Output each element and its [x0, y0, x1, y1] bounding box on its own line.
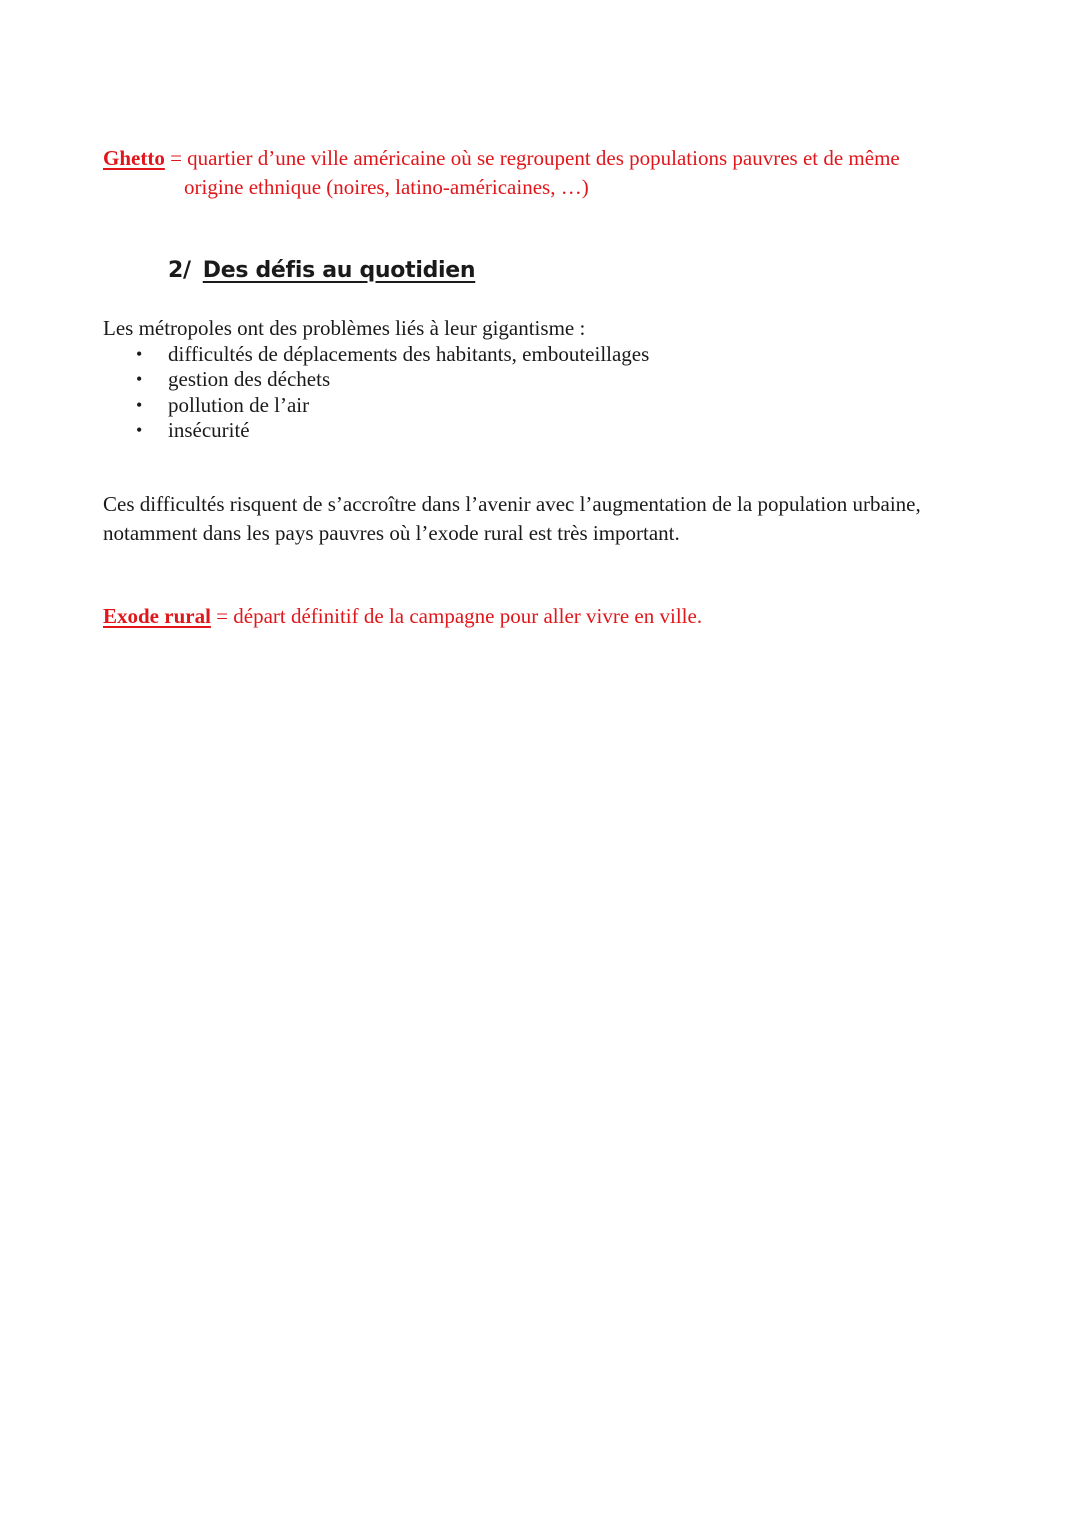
body-paragraph: Ces difficultés risquent de s’accroître dans l’avenir avec l’augmentation de la population urbaine, notamment dans les pays pauvres où l’exode rural est très important.: [103, 492, 921, 545]
bullet-icon: •: [136, 344, 143, 364]
bullet-icon: •: [136, 419, 143, 440]
definition-text-line2: origine ethnique (noires, latino-américaines, …): [184, 175, 589, 199]
section-title: Des défis au quotidien: [202, 258, 476, 283]
list-item: [103, 342, 649, 367]
definition-separator: =: [170, 146, 182, 170]
list-item: [103, 367, 649, 392]
definition-separator: =: [216, 604, 229, 628]
list-item-text: gestion des déchets: [168, 367, 331, 392]
list-item-text: difficultés de déplacements des habitants, embouteillages: [168, 342, 650, 366]
definition-term: Ghetto: [103, 146, 165, 170]
problems-list: [103, 342, 649, 443]
section-heading: [168, 258, 475, 283]
list-item-text: pollution de l’air: [168, 392, 310, 417]
list-item: [103, 418, 649, 443]
intro-text: Les métropoles ont des problèmes liés à leur gigantisme :: [103, 316, 586, 340]
list-item: [103, 393, 649, 418]
section-number: 2/: [168, 258, 191, 283]
definition-term: Exode rural: [103, 604, 211, 628]
definition-text-line1: quartier d’une ville américaine où se regroupent des populations pauvres et de même: [187, 146, 900, 170]
bullet-icon: •: [136, 369, 143, 390]
definition-exode-rural: [103, 602, 702, 631]
definition-text: départ définitif de la campagne pour aller vivre en ville.: [233, 604, 703, 628]
list-item-text: insécurité: [168, 417, 250, 442]
bullet-icon: •: [136, 394, 143, 415]
definition-ghetto: [103, 144, 983, 202]
